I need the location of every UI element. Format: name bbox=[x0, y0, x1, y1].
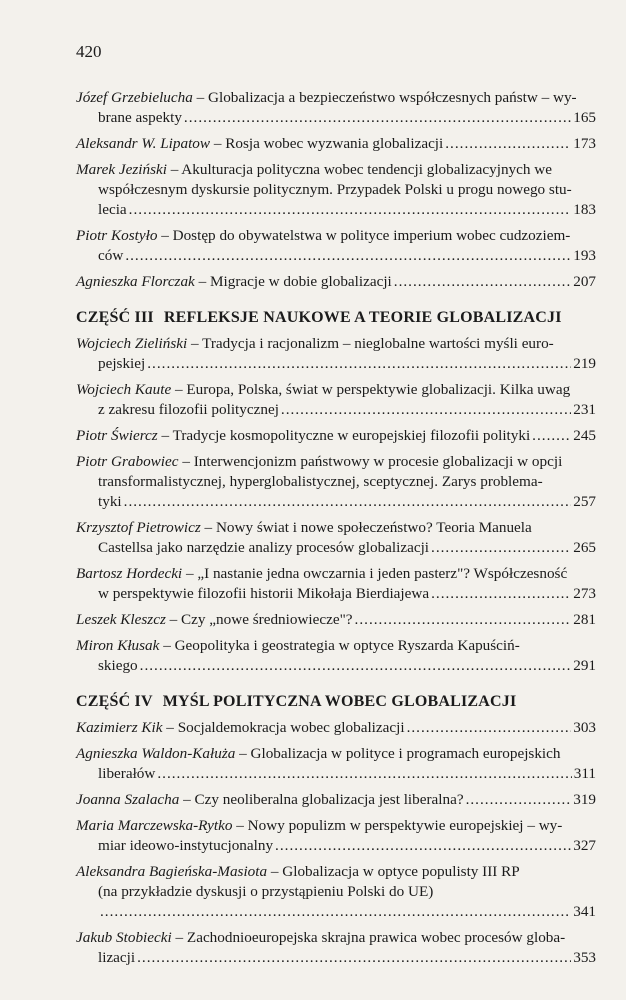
entry-last-line bbox=[76, 948, 596, 968]
entry-title-line bbox=[76, 226, 596, 246]
toc-entry bbox=[76, 518, 596, 558]
entry-title-line bbox=[76, 816, 596, 836]
entry-last-line bbox=[76, 108, 596, 128]
entry-author: Agnieszka Waldon-Kałuża bbox=[76, 745, 236, 762]
entry-author: Kazimierz Kik bbox=[76, 719, 163, 736]
entry-title-text: – Globalizacja a bezpieczeństwo współczesnych państw – wy- bbox=[196, 89, 577, 106]
entry-title-text: skiego bbox=[98, 657, 138, 674]
entry-title-line bbox=[76, 882, 596, 902]
entry-page-number: 219 bbox=[573, 355, 596, 372]
toc-entry bbox=[76, 226, 596, 266]
entry-author: Krzysztof Pietrowicz bbox=[76, 519, 201, 536]
entry-title-text: – Tradycja i racjonalizm – nieglobalne wartości myśli euro- bbox=[191, 335, 554, 352]
entry-title-text: – Czy „nowe średniowiecze"? bbox=[169, 611, 353, 628]
section-label: CZĘŚĆ IV bbox=[76, 693, 153, 710]
entry-title-text: – Globalizacja w polityce i programach europejskich bbox=[239, 745, 561, 762]
dot-leader bbox=[532, 426, 571, 446]
entry-title-text: – Nowy populizm w perspektywie europejskiej – wy- bbox=[236, 817, 563, 834]
entry-title-text: współczesnym dyskursie politycznym. Przypadek Polski u progu nowego stu- bbox=[98, 181, 572, 198]
dot-leader bbox=[355, 610, 572, 630]
dot-leader bbox=[445, 134, 571, 154]
entry-title-text: ców bbox=[98, 247, 124, 264]
toc-entry bbox=[76, 564, 596, 604]
entry-author: Piotr Kostyło bbox=[76, 227, 158, 244]
dot-leader bbox=[281, 400, 571, 420]
entry-title-text: – Zachodnioeuropejska skrajna prawica wobec procesów globa- bbox=[175, 929, 566, 946]
entry-last-line bbox=[76, 718, 596, 738]
entry-title-text: z zakresu filozofii politycznej bbox=[98, 401, 279, 418]
entry-title-line bbox=[76, 88, 596, 108]
entry-author: Miron Kłusak bbox=[76, 637, 160, 654]
entry-author: Wojciech Kaute bbox=[76, 381, 172, 398]
entry-page-number: 273 bbox=[573, 585, 596, 602]
dot-leader bbox=[129, 200, 572, 220]
dot-leader bbox=[137, 948, 571, 968]
toc-entry bbox=[76, 816, 596, 856]
entry-title-text: – Socjaldemokracja wobec globalizacji bbox=[166, 719, 405, 736]
entry-title-text: – Europa, Polska, świat w perspektywie globalizacji. Kilka uwag bbox=[174, 381, 571, 398]
toc-entry bbox=[76, 862, 596, 922]
dot-leader bbox=[394, 272, 571, 292]
entry-title-text: pejskiej bbox=[98, 355, 146, 372]
entry-page-number: 183 bbox=[573, 201, 596, 218]
toc-entry bbox=[76, 160, 596, 220]
entry-title-text: – Akulturacja polityczna wobec tendencji globalizacyjnych we bbox=[170, 161, 552, 178]
toc-group-part-ii-continued bbox=[76, 88, 596, 292]
entry-last-line bbox=[76, 538, 596, 558]
toc-entry bbox=[76, 636, 596, 676]
entry-title-text: lizacji bbox=[98, 949, 136, 966]
entry-page-number: 165 bbox=[573, 109, 596, 126]
entry-title-text: w perspektywie filozofii historii Mikołaja Bierdiajewa bbox=[98, 585, 430, 602]
entry-author: Maria Marczewska-Rytko bbox=[76, 817, 233, 834]
dot-leader bbox=[407, 718, 572, 738]
entry-title-text: – Czy neoliberalna globalizacja jest liberalna? bbox=[183, 791, 464, 808]
entry-page-number: 291 bbox=[573, 657, 596, 674]
entry-title-text: tyki bbox=[98, 493, 122, 510]
entry-title-text: – Dostęp do obywatelstwa w polityce imperium wobec cudzoziem- bbox=[161, 227, 571, 244]
entry-title-text: – Geopolityka i geostrategia w optyce Ryszarda Kapuściń- bbox=[163, 637, 520, 654]
entry-page-number: 257 bbox=[573, 493, 596, 510]
entry-title-line bbox=[76, 862, 596, 882]
entry-title-line bbox=[76, 518, 596, 538]
table-of-contents bbox=[76, 88, 596, 974]
entry-last-line bbox=[76, 492, 596, 512]
entry-last-line bbox=[76, 656, 596, 676]
entry-title-text: – „I nastanie jedna owczarnia i jeden pasterz"? Współczesność bbox=[185, 565, 568, 582]
section-label: CZĘŚĆ III bbox=[76, 309, 154, 326]
dot-leader bbox=[431, 538, 571, 558]
toc-group-part-iii bbox=[76, 334, 596, 676]
entry-author: Wojciech Zieliński bbox=[76, 335, 188, 352]
entry-last-line bbox=[76, 790, 596, 810]
entry-title-line bbox=[76, 452, 596, 472]
entry-title-line bbox=[76, 380, 596, 400]
section-title: REFLEKSJE NAUKOWE A TEORIE GLOBALIZACJI bbox=[163, 309, 562, 326]
entry-page-number: 311 bbox=[573, 765, 596, 782]
entry-page-number: 231 bbox=[573, 401, 596, 418]
entry-title-text: liberałów bbox=[98, 765, 156, 782]
entry-title-text: – Nowy świat i nowe społeczeństwo? Teoria Manuela bbox=[204, 519, 532, 536]
entry-page-number: 353 bbox=[573, 949, 596, 966]
entry-author: Bartosz Hordecki bbox=[76, 565, 183, 582]
entry-page-number: 265 bbox=[573, 539, 596, 556]
section-heading-part-iv bbox=[76, 692, 596, 712]
entry-last-line bbox=[76, 134, 596, 154]
entry-last-line bbox=[76, 836, 596, 856]
entry-author: Piotr Grabowiec bbox=[76, 453, 179, 470]
entry-title-line bbox=[76, 472, 596, 492]
entry-author: Joanna Szalacha bbox=[76, 791, 180, 808]
entry-title-line bbox=[76, 636, 596, 656]
dot-leader bbox=[157, 764, 571, 784]
dot-leader bbox=[466, 790, 572, 810]
entry-title-text: transformalistycznej, hyperglobalistycznej, sceptycznej. Zarys problema- bbox=[98, 473, 543, 490]
entry-last-line bbox=[76, 902, 596, 922]
entry-last-line bbox=[76, 200, 596, 220]
toc-entry bbox=[76, 452, 596, 512]
toc-entry bbox=[76, 88, 596, 128]
entry-title-line bbox=[76, 564, 596, 584]
toc-entry bbox=[76, 718, 596, 738]
section-heading-part-iii bbox=[76, 308, 596, 328]
dot-leader bbox=[275, 836, 571, 856]
toc-group-part-iv bbox=[76, 718, 596, 968]
entry-page-number: 341 bbox=[573, 903, 596, 920]
entry-page-number: 173 bbox=[573, 135, 596, 152]
entry-title-line bbox=[76, 744, 596, 764]
entry-author: Józef Grzebielucha bbox=[76, 89, 193, 106]
toc-entry bbox=[76, 928, 596, 968]
entry-author: Leszek Kleszcz bbox=[76, 611, 166, 628]
entry-title-text: – Globalizacja w optyce populisty III RP bbox=[270, 863, 520, 880]
dot-leader bbox=[125, 246, 571, 266]
entry-title-text: brane aspekty bbox=[98, 109, 182, 126]
toc-entry bbox=[76, 744, 596, 784]
entry-title-text: Castellsa jako narzędzie analizy procesów globalizacji bbox=[98, 539, 430, 556]
entry-page-number: 327 bbox=[573, 837, 596, 854]
dot-leader bbox=[184, 108, 571, 128]
section-title: MYŚL POLITYCZNA WOBEC GLOBALIZACJI bbox=[162, 693, 517, 710]
entry-title-text: – Interwencjonizm państwowy w procesie globalizacji w opcji bbox=[182, 453, 563, 470]
entry-last-line bbox=[76, 426, 596, 446]
entry-author: Aleksandra Bagieńska-Masiota bbox=[76, 863, 268, 880]
dot-leader bbox=[147, 354, 571, 374]
toc-entry bbox=[76, 134, 596, 154]
entry-author: Marek Jeziński bbox=[76, 161, 167, 178]
entry-author: Agnieszka Florczak bbox=[76, 273, 195, 290]
entry-last-line bbox=[76, 584, 596, 604]
entry-title-line bbox=[76, 928, 596, 948]
entry-page-number: 207 bbox=[573, 273, 596, 290]
toc-entry bbox=[76, 610, 596, 630]
entry-title-text: lecia bbox=[98, 201, 127, 218]
entry-title-text: – Tradycje kosmopolityczne w europejskiej filozofii polityki bbox=[161, 427, 531, 444]
toc-entry bbox=[76, 426, 596, 446]
toc-entry bbox=[76, 334, 596, 374]
toc-entry bbox=[76, 380, 596, 420]
entry-title-line bbox=[76, 180, 596, 200]
toc-entry bbox=[76, 790, 596, 810]
toc-entry bbox=[76, 272, 596, 292]
entry-title-text: – Rosja wobec wyzwania globalizacji bbox=[213, 135, 444, 152]
entry-title-line bbox=[76, 334, 596, 354]
dot-leader bbox=[124, 492, 572, 512]
entry-last-line bbox=[76, 354, 596, 374]
page-number: 420 bbox=[76, 42, 102, 61]
entry-title-line bbox=[76, 160, 596, 180]
entry-title-text: – Migracje w dobie globalizacji bbox=[198, 273, 392, 290]
entry-last-line bbox=[76, 246, 596, 266]
dot-leader bbox=[100, 902, 571, 922]
entry-page-number: 303 bbox=[573, 719, 596, 736]
entry-title-text: miar ideowo-instytucjonalny bbox=[98, 837, 274, 854]
entry-author: Jakub Stobiecki bbox=[76, 929, 172, 946]
dot-leader bbox=[140, 656, 572, 676]
entry-last-line bbox=[76, 272, 596, 292]
entry-page-number: 319 bbox=[573, 791, 596, 808]
entry-page-number: 193 bbox=[573, 247, 596, 264]
entry-author: Aleksandr W. Lipatow bbox=[76, 135, 211, 152]
entry-title-text: (na przykładzie dyskusji o przystąpieniu Polski do UE) bbox=[98, 883, 434, 900]
entry-last-line bbox=[76, 764, 596, 784]
dot-leader bbox=[431, 584, 571, 604]
entry-last-line bbox=[76, 400, 596, 420]
entry-author: Piotr Świercz bbox=[76, 427, 158, 444]
entry-page-number: 245 bbox=[573, 427, 596, 444]
entry-last-line bbox=[76, 610, 596, 630]
entry-page-number: 281 bbox=[573, 611, 596, 628]
